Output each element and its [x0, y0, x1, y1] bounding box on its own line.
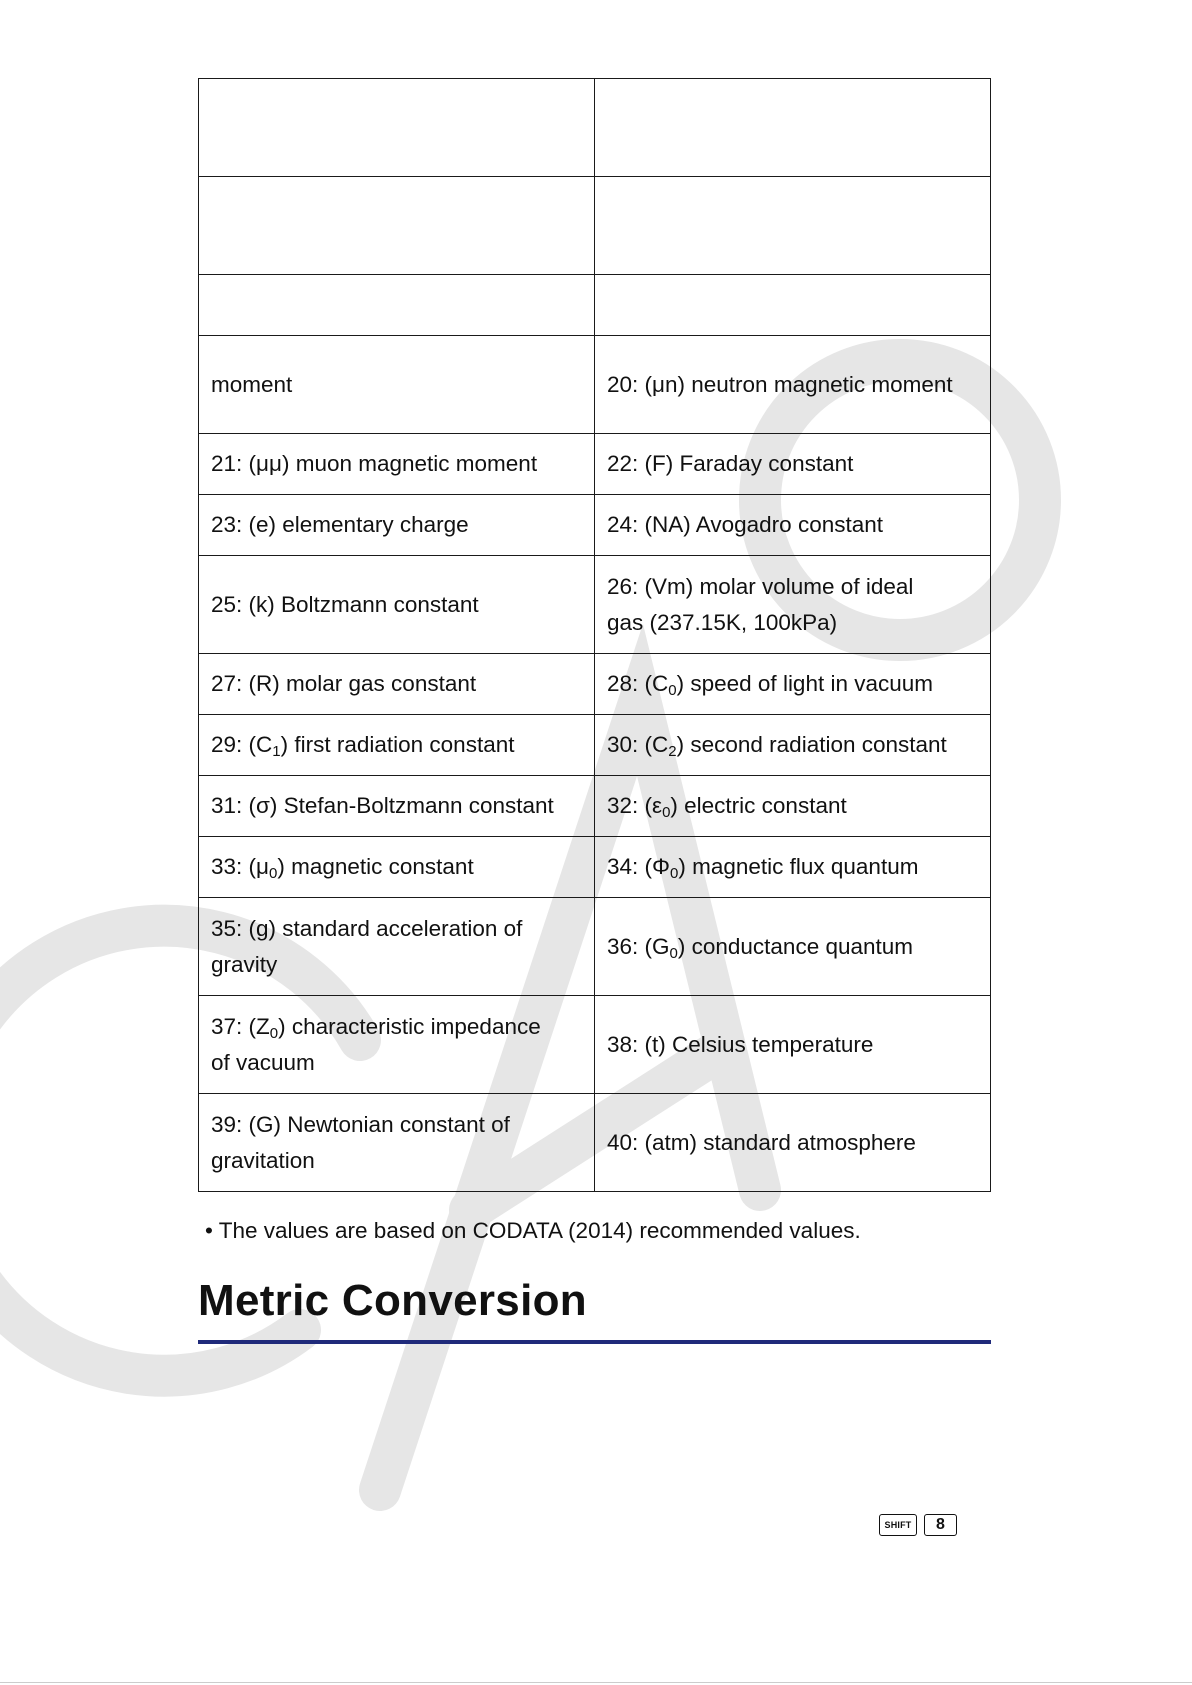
table-cell: 40: (atm) standard atmosphere: [595, 1094, 991, 1192]
table-cell: [199, 79, 595, 177]
subscript: 0: [269, 865, 278, 882]
table-row: [199, 434, 991, 495]
cell-text: 29: (C: [211, 732, 273, 757]
cell-text: gravitation: [211, 1147, 315, 1173]
table-cell: [199, 275, 595, 336]
shift-key-icon: SHIFT: [879, 1514, 917, 1536]
symbol-mu-mu: μμ: [256, 451, 282, 476]
table-row: [199, 715, 991, 776]
key-sequence: [879, 1514, 957, 1536]
cell-text: 39: (G) Newtonian constant of: [211, 1111, 510, 1137]
cell-text: ) electric constant: [670, 793, 847, 818]
table-cell: [595, 79, 991, 177]
cell-text: ) conductance quantum: [677, 933, 914, 959]
table-row: [199, 996, 991, 1094]
cell-text: 21: (: [211, 451, 257, 476]
table-row: [199, 336, 991, 434]
table-row: [199, 79, 991, 177]
table-row: [199, 495, 991, 556]
cell-text: gas (237.15K, 100kPa): [607, 609, 838, 635]
page-bottom-edge: [0, 1682, 1192, 1683]
cell-text: gravity: [211, 951, 278, 977]
table-cell: [595, 898, 991, 996]
cell-text: ) speed of light in vacuum: [676, 671, 934, 696]
cell-text: 30: (C: [607, 732, 669, 757]
table-row: [199, 275, 991, 336]
cell-text: ) second radiation constant: [676, 732, 947, 757]
cell-text: 36: (G: [607, 933, 670, 959]
table-cell: [199, 1094, 595, 1192]
table-cell: [199, 898, 595, 996]
subscript: 0: [669, 944, 678, 962]
cell-text: 20: (: [607, 371, 653, 397]
table-cell: [595, 776, 991, 837]
table-row: [199, 177, 991, 275]
cell-text: ) characteristic impedance: [278, 1013, 541, 1039]
table-cell: 27: (R) molar gas constant: [199, 654, 595, 715]
symbol-mu-n: μn: [652, 371, 678, 397]
cell-text: of vacuum: [211, 1049, 315, 1075]
section-divider: [198, 1340, 991, 1344]
subscript: 1: [272, 743, 281, 760]
table-cell: 22: (F) Faraday constant: [595, 434, 991, 495]
cell-text: 34: (Φ: [607, 854, 670, 879]
table-cell: 24: (NA) Avogadro constant: [595, 495, 991, 556]
cell-text: ) muon magnetic moment: [281, 451, 538, 476]
table-cell: [199, 434, 595, 495]
table-cell: [199, 715, 595, 776]
table-cell: [595, 556, 991, 654]
table-row: [199, 1094, 991, 1192]
table-cell: 31: (σ) Stefan-Boltzmann constant: [199, 776, 595, 837]
cell-text: ) neutron magnetic moment: [677, 371, 953, 397]
table-row: [199, 556, 991, 654]
table-cell: [595, 837, 991, 898]
table-cell: [595, 275, 991, 336]
cell-text: 37: (Z: [211, 1013, 270, 1039]
subscript: 0: [662, 804, 671, 821]
cell-text: 28: (C: [607, 671, 669, 696]
table-cell: 25: (k) Boltzmann constant: [199, 556, 595, 654]
table-cell: [199, 177, 595, 275]
table-cell: [595, 336, 991, 434]
table-cell: [595, 654, 991, 715]
eight-key-icon: 8: [924, 1514, 957, 1536]
subscript: 2: [668, 743, 677, 760]
subscript: 0: [669, 865, 679, 882]
table-row: [199, 837, 991, 898]
table-cell: moment: [199, 336, 595, 434]
constants-table: [198, 78, 991, 1192]
table-cell: [199, 996, 595, 1094]
cell-text: ) first radiation constant: [280, 732, 515, 757]
table-cell: [595, 177, 991, 275]
cell-text: 35: (g) standard acceleration of: [211, 915, 523, 941]
table-cell: [199, 837, 595, 898]
section-title: Metric Conversion: [198, 1276, 587, 1325]
subscript: 0: [269, 1024, 279, 1042]
subscript: 0: [668, 682, 677, 699]
cell-text: 26: (Vm) molar volume of ideal: [607, 573, 914, 599]
table-cell: 38: (t) Celsius temperature: [595, 996, 991, 1094]
table-row: [199, 898, 991, 996]
codata-note: • The values are based on CODATA (2014) recommended values.: [205, 1218, 861, 1243]
table-cell: [595, 715, 991, 776]
cell-text: ) magnetic constant: [277, 854, 474, 879]
table-cell: 23: (e) elementary charge: [199, 495, 595, 556]
cell-text: 32: (ε: [607, 793, 663, 818]
table-row: [199, 654, 991, 715]
cell-text: ) magnetic flux quantum: [678, 854, 919, 879]
table-row: [199, 776, 991, 837]
cell-text: 33: (μ: [211, 854, 269, 879]
